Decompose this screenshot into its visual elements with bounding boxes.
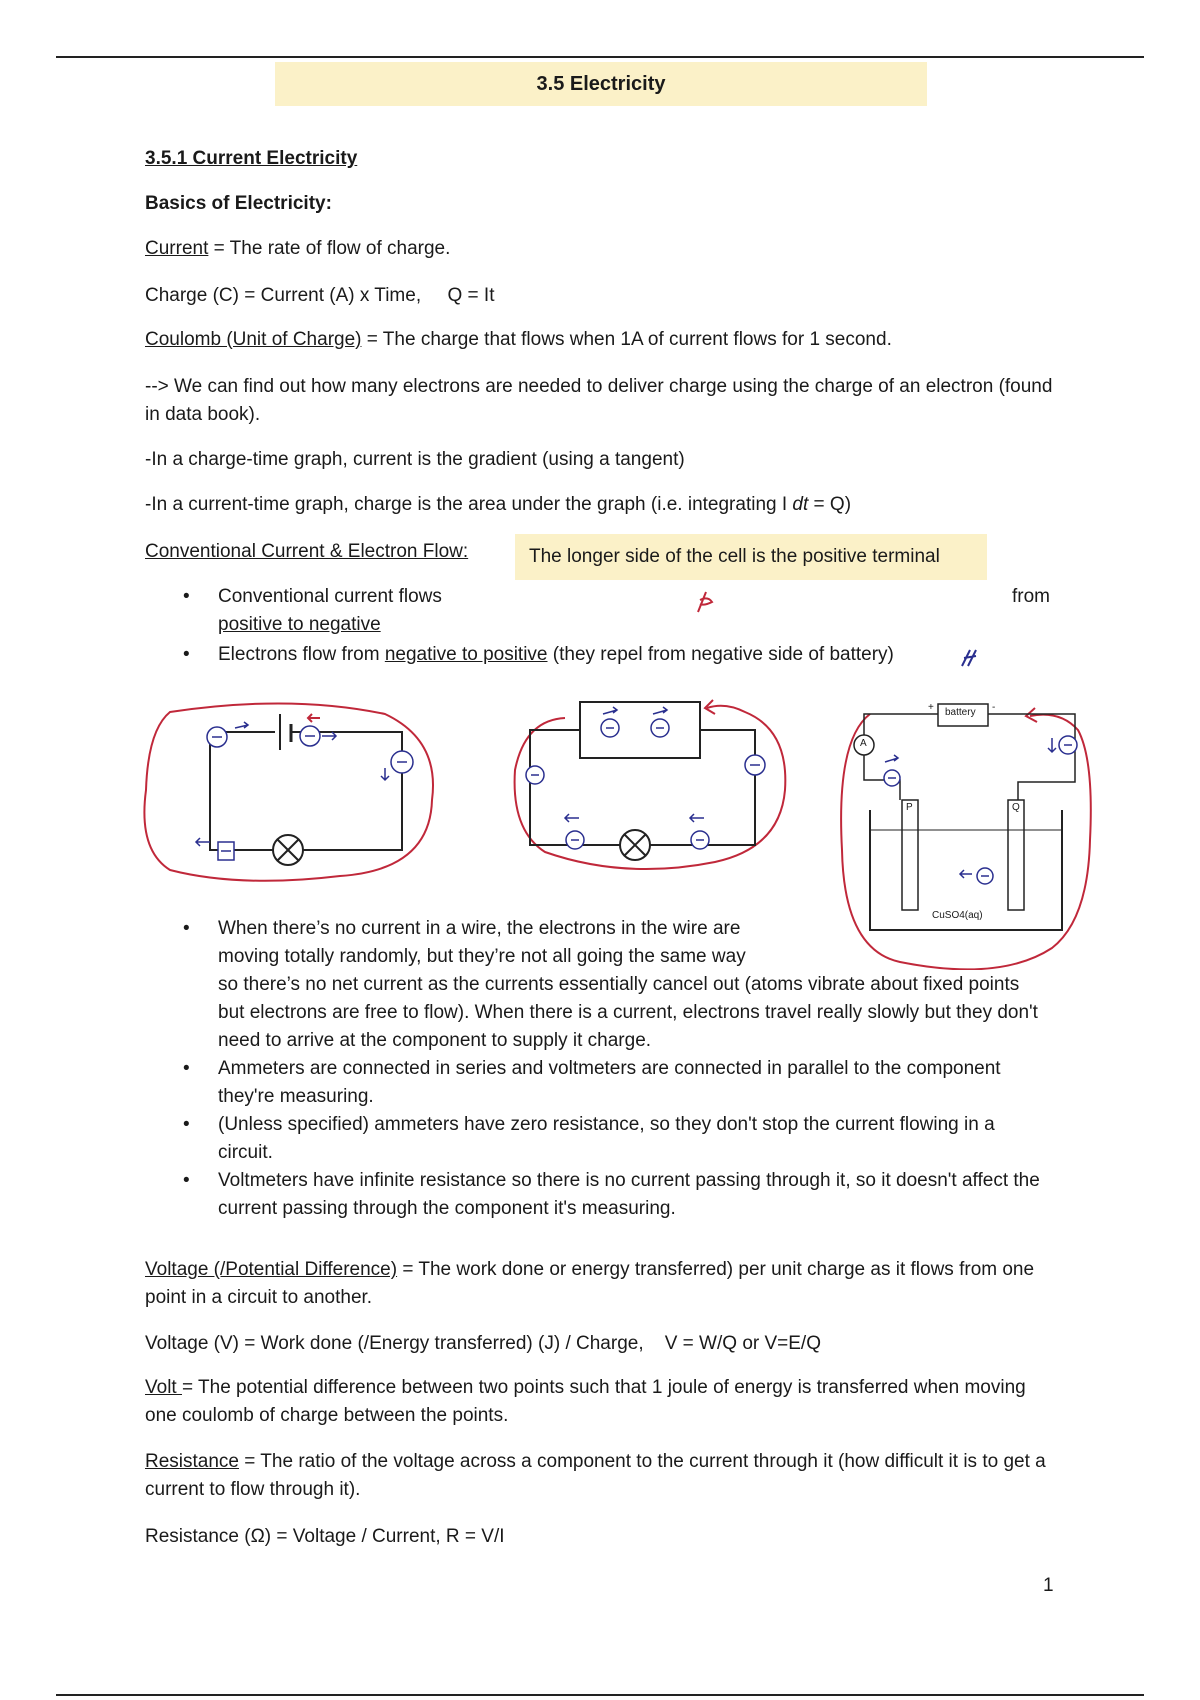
list-item	[145, 1167, 1050, 1223]
cell-note	[515, 534, 987, 580]
electrode-p-label: P	[906, 802, 913, 813]
voltage-formula: Voltage (V) = Work done (/Energy transferred) (J) / Charge, V = W/Q or V=E/Q	[145, 1333, 821, 1354]
resistance-def-text: = The ratio of the voltage across a component to the current through it (how difficult it is to get a current to flow through it).	[145, 1451, 1046, 1500]
bullet-dot: •	[183, 918, 190, 939]
current-term: Current	[145, 238, 209, 259]
coulomb-term: Coulomb (Unit of Charge)	[145, 329, 362, 350]
bullet-no-current	[218, 915, 1050, 1055]
circuit-diagram-cell-lamp	[140, 700, 440, 885]
electrode-q-label: Q	[1012, 802, 1020, 813]
volt-def-text: = The potential difference between two points such that 1 joule of energy is transferred when moving one coulomb of charge between the points.	[145, 1377, 1026, 1426]
list-item	[145, 915, 1050, 1055]
resistance-definition	[145, 1448, 1055, 1504]
bullet-voltmeters: Voltmeters have infinite resistance so there is no current passing through it, so it doesn't affect the current passing through the component it's measuring.	[218, 1170, 1040, 1219]
current-time-note-dt: dt	[792, 494, 809, 515]
current-definition	[145, 235, 450, 263]
cell-note-text: The longer side of the cell is the positive terminal	[529, 546, 940, 567]
bullet-dot: •	[183, 644, 190, 665]
current-time-note-b: = Q)	[808, 494, 852, 515]
bullet-no-current-part-1: When there’s no current in a wire, the electrons in the wire are moving totally randomly, but they’re not all going the same way	[218, 918, 746, 967]
subheading: Basics of Electricity:	[145, 193, 332, 214]
bottom-rule	[56, 1694, 1144, 1696]
voltage-definition	[145, 1256, 1055, 1312]
voltage-def-text: = The work done or energy transferred) per unit charge as it flows from one point in a circuit to another.	[145, 1259, 1035, 1308]
flow-bullet-2-post: (they repel from negative side of battery)	[547, 644, 894, 665]
section-heading: 3.5.1 Current Electricity	[145, 148, 358, 169]
bullet-dot: •	[183, 586, 190, 607]
current-def-text: = The rate of flow of charge.	[208, 238, 451, 259]
conventional-heading: Conventional Current & Electron Flow:	[145, 541, 469, 562]
page-title	[275, 62, 927, 106]
flow-bullet-1-text: Conventional current flows	[218, 586, 442, 607]
resistance-formula: Resistance (Ω) = Voltage / Current, R = V/I	[145, 1526, 505, 1547]
volt-term: Volt	[145, 1377, 182, 1398]
battery-label: battery	[945, 707, 976, 718]
list-item	[145, 641, 1050, 669]
resistance-term: Resistance	[145, 1451, 239, 1472]
bullet-ammeters-series: Ammeters are connected in series and voltmeters are connected in parallel to the component they're measuring.	[218, 1058, 1001, 1107]
ammeter-label: A	[860, 738, 867, 749]
electrons-note: --> We can find out how many electrons are needed to deliver charge using the charge of an electron (found in data book).	[145, 376, 1053, 425]
battery-minus-label: -	[992, 702, 996, 713]
scribble-mark-icon	[958, 646, 984, 670]
circuit-diagram-electrolysis-cell	[505, 690, 795, 875]
voltage-term: Voltage (/Potential Difference)	[145, 1259, 398, 1280]
volt-definition	[145, 1374, 1055, 1430]
current-time-note-a: -In a current-time graph, charge is the area under the graph (i.e. integrating I	[145, 494, 793, 515]
list-item	[145, 583, 1050, 613]
top-rule	[56, 56, 1144, 58]
battery-plus-label: +	[928, 702, 934, 713]
current-time-note	[145, 491, 851, 519]
bullet-dot: •	[183, 1114, 190, 1135]
page-title-text: 3.5 Electricity	[536, 72, 666, 95]
flow-bullet-list	[145, 583, 1050, 669]
bullet-no-current-part-2: so there’s no net current as the currents essentially cancel out (atoms vibrate about fixed points but electrons are free to flow). When there is a current, electrons travel really slowly but they don't need to arrive at the component to supply it charge.	[218, 974, 1038, 1051]
page-number: 1	[1043, 1575, 1054, 1596]
solution-label: CuSO4(aq)	[932, 910, 983, 921]
coulomb-def-text: = The charge that flows when 1A of current flows for 1 second.	[361, 329, 892, 350]
charge-time-note: -In a charge-time graph, current is the gradient (using a tangent)	[145, 449, 685, 470]
flow-bullet-2-underlined: negative to positive	[384, 644, 548, 665]
coulomb-definition	[145, 326, 892, 354]
facts-bullet-list	[145, 915, 1050, 1223]
list-item	[145, 611, 1050, 639]
flow-bullet-1-tail: from	[1012, 586, 1050, 607]
bullet-ammeters-zero-resistance: (Unless specified) ammeters have zero resistance, so they don't stop the current flowing in a circuit.	[218, 1114, 995, 1163]
flow-bullet-2-pre: Electrons flow from	[218, 644, 385, 665]
charge-formula: Charge (C) = Current (A) x Time, Q = It	[145, 285, 495, 306]
flow-bullet-1-underlined: positive to negative	[218, 614, 381, 635]
scribble-mark-icon	[692, 588, 718, 616]
list-item	[145, 1055, 1050, 1111]
bullet-dot: •	[183, 1058, 190, 1079]
list-item	[145, 1111, 1050, 1167]
bullet-dot: •	[183, 1170, 190, 1191]
